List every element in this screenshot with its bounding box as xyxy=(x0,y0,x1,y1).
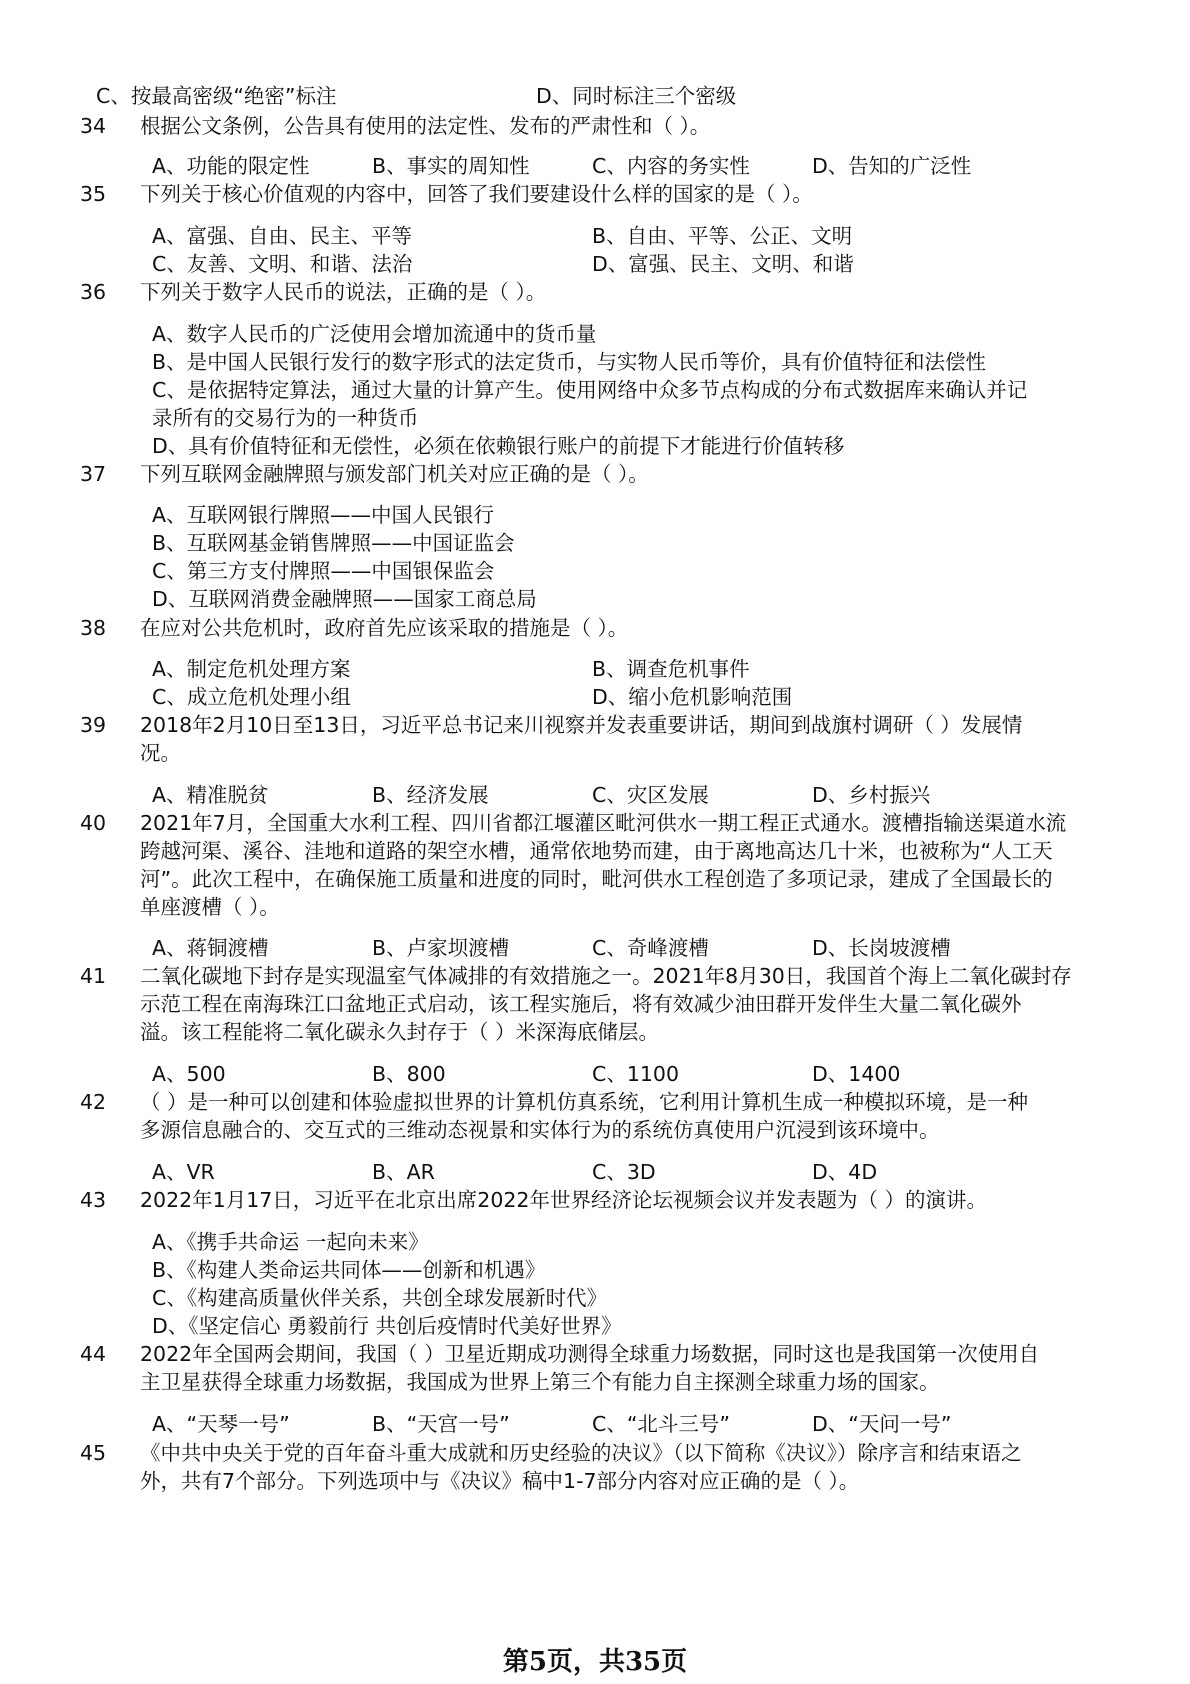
question-number: 37 xyxy=(80,462,107,486)
question-stem-continued: 河”。此次工程中，在确保施工质量和进度的同时，毗河供水工程创造了多项记录，建成了全国最长的 xyxy=(140,867,1053,891)
question-stem: 二氧化碳地下封存是实现温室气体减排的有效措施之一。2021年8月30日，我国首个海上二氧化碳封存 xyxy=(140,964,1072,988)
option-d: D、告知的广泛性 xyxy=(812,154,972,178)
question-stem-continued: 溢。该工程能将二氧化碳永久封存于（ ）米深海底储层。 xyxy=(140,1020,660,1044)
question-number: 36 xyxy=(80,280,107,304)
option-a: A、《携手共命运 一起向未来》 xyxy=(152,1230,429,1254)
option-b: B、《构建人类命运共同体——创新和机遇》 xyxy=(152,1258,546,1282)
question-stem-continued: 单座渡槽（ ）。 xyxy=(140,895,280,919)
option-b: B、“天宫一号” xyxy=(372,1412,510,1436)
option-b: B、经济发展 xyxy=(372,783,489,807)
question-number: 40 xyxy=(80,811,107,835)
option-c: C、《构建高质量伙伴关系，共创全球发展新时代》 xyxy=(152,1286,608,1310)
option-d: D、乡村振兴 xyxy=(812,783,931,807)
question-number: 45 xyxy=(80,1441,107,1465)
question-stem: 下列互联网金融牌照与颁发部门机关对应正确的是（ ）。 xyxy=(140,462,649,486)
option-c: C、第三方支付牌照——中国银保监会 xyxy=(152,559,495,583)
option-c: C、3D xyxy=(592,1160,656,1184)
option-d: D、富强、民主、文明、和谐 xyxy=(592,252,854,276)
option-a: A、富强、自由、民主、平等 xyxy=(152,224,413,248)
option-b: B、800 xyxy=(372,1062,446,1086)
option-a: A、精准脱贫 xyxy=(152,783,269,807)
option-a: A、蒋铜渡槽 xyxy=(152,936,269,960)
option-d: D、4D xyxy=(812,1160,878,1184)
question-stem: 2021年7月，全国重大水利工程、四川省都江堰灌区毗河供水一期工程正式通水。渡槽指输送渠道水流 xyxy=(140,811,1067,835)
question-stem: 下列关于核心价值观的内容中，回答了我们要建设什么样的国家的是（ ）。 xyxy=(140,182,813,206)
option-d: D、同时标注三个密级 xyxy=(536,84,737,108)
question-stem: 在应对公共危机时，政府首先应该采取的措施是（ ）。 xyxy=(140,616,629,640)
option-a: A、“天琴一号” xyxy=(152,1412,290,1436)
option-b: B、AR xyxy=(372,1160,435,1184)
question-number: 42 xyxy=(80,1090,107,1114)
option-c: C、是依据特定算法，通过大量的计算产生。使用网络中众多节点构成的分布式数据库来确认并记 xyxy=(152,378,1028,402)
option-d: D、缩小危机影响范围 xyxy=(592,685,793,709)
question-stem: 根据公文条例，公告具有使用的法定性、发布的严肃性和（ ）。 xyxy=(140,114,711,138)
option-c-continued: 录所有的交易行为的一种货币 xyxy=(152,406,419,430)
question-number: 35 xyxy=(80,182,107,206)
question-stem-continued: 多源信息融合的、交互式的三维动态视景和实体行为的系统仿真使用户沉浸到该环境中。 xyxy=(140,1118,940,1142)
option-b: B、互联网基金销售牌照——中国证监会 xyxy=(152,531,515,555)
question-stem-continued: 况。 xyxy=(140,741,181,765)
option-b: B、自由、平等、公正、文明 xyxy=(592,224,853,248)
option-c: C、灾区发展 xyxy=(592,783,709,807)
option-c: C、友善、文明、和谐、法治 xyxy=(152,252,413,276)
option-c: C、1100 xyxy=(592,1062,679,1086)
option-d: D、1400 xyxy=(812,1062,901,1086)
question-number: 39 xyxy=(80,713,107,737)
question-stem: 2018年2月10日至13日，习近平总书记来川视察并发表重要讲话，期间到战旗村调研（ ）发展情 xyxy=(140,713,1023,737)
option-d: D、具有价值特征和无偿性，必须在依赖银行账户的前提下才能进行价值转移 xyxy=(152,434,845,458)
option-b: B、是中国人民银行发行的数字形式的法定货币，与实物人民币等价，具有价值特征和法偿性 xyxy=(152,350,987,374)
option-c: C、按最高密级“绝密”标注 xyxy=(96,84,337,108)
question-stem: 2022年1月17日，习近平在北京出席2022年世界经济论坛视频会议并发表题为（ ）的演讲。 xyxy=(140,1188,987,1212)
question-number: 44 xyxy=(80,1342,107,1366)
question-number: 38 xyxy=(80,616,107,640)
question-number: 34 xyxy=(80,114,107,138)
question-number: 43 xyxy=(80,1188,107,1212)
question-stem: （ ）是一种可以创建和体验虚拟世界的计算机仿真系统，它利用计算机生成一种模拟环境，是一种 xyxy=(140,1090,1029,1114)
option-a: A、制定危机处理方案 xyxy=(152,657,351,681)
option-b: B、卢家坝渡槽 xyxy=(372,936,510,960)
question-number: 41 xyxy=(80,964,107,988)
option-d: D、互联网消费金融牌照——国家工商总局 xyxy=(152,587,537,611)
page-footer: 第5页，共35页 xyxy=(502,1647,688,1677)
option-a: A、数字人民币的广泛使用会增加流通中的货币量 xyxy=(152,322,597,346)
option-a: A、VR xyxy=(152,1160,215,1184)
option-a: A、500 xyxy=(152,1062,226,1086)
option-d: D、长岗坡渡槽 xyxy=(812,936,951,960)
option-c: C、奇峰渡槽 xyxy=(592,936,709,960)
option-a: A、功能的限定性 xyxy=(152,154,310,178)
option-c: C、“北斗三号” xyxy=(592,1412,731,1436)
question-stem-continued: 示范工程在南海珠江口盆地正式启动，该工程实施后，将有效减少油田群开发伴生大量二氧化碳外 xyxy=(140,992,1022,1016)
question-stem: 下列关于数字人民币的说法，正确的是（ ）。 xyxy=(140,280,547,304)
question-stem: 《中共中央关于党的百年奋斗重大成就和历史经验的决议》（以下简称《决议》）除序言和结束语之 xyxy=(140,1441,1022,1465)
option-a: A、互联网银行牌照——中国人民银行 xyxy=(152,503,495,527)
option-d: D、《坚定信心 勇毅前行 共创后疫情时代美好世界》 xyxy=(152,1314,622,1338)
option-b: B、事实的周知性 xyxy=(372,154,530,178)
question-stem: 2022年全国两会期间，我国（ ）卫星近期成功测得全球重力场数据，同时这也是我国第一次使用自 xyxy=(140,1342,1040,1366)
question-stem-continued: 跨越河渠、溪谷、洼地和道路的架空水槽，通常依地势而建，由于离地高达几十米，也被称为“人工天 xyxy=(140,839,1053,863)
option-b: B、调查危机事件 xyxy=(592,657,750,681)
option-c: C、成立危机处理小组 xyxy=(152,685,351,709)
question-stem-continued: 主卫星获得全球重力场数据，我国成为世界上第三个有能力自主探测全球重力场的国家。 xyxy=(140,1370,940,1394)
option-c: C、内容的务实性 xyxy=(592,154,750,178)
option-d: D、“天问一号” xyxy=(812,1412,952,1436)
question-stem-continued: 外，共有7个部分。下列选项中与《决议》稿中1-7部分内容对应正确的是（ ）。 xyxy=(140,1469,860,1493)
